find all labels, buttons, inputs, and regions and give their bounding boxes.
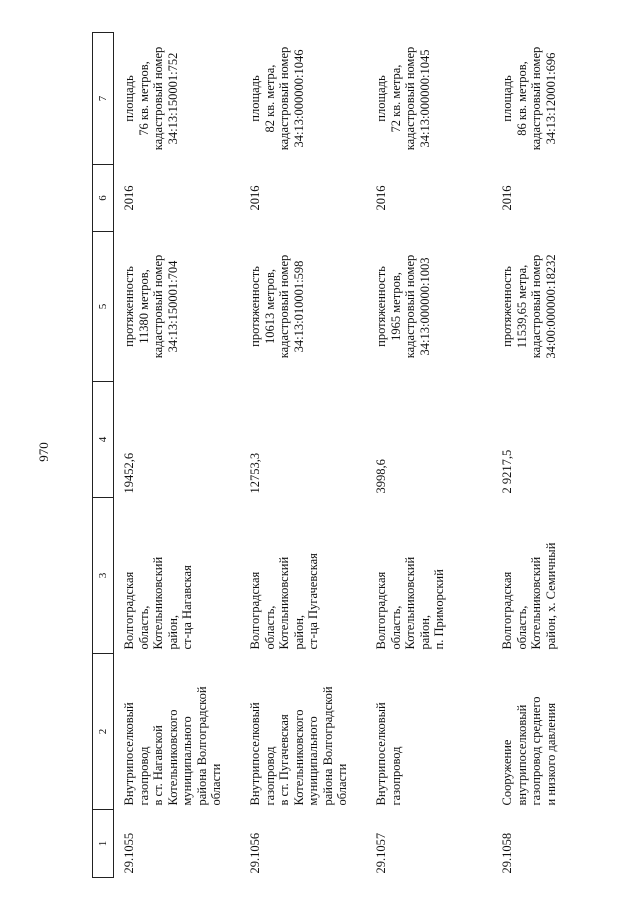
- object-extent: протяженность 1965 метров, кадастровый номер 34:13:000000:1003: [374, 254, 432, 359]
- object-area: площадь 82 кв. метра, кадастровый номер 34:13:000000:1046: [248, 46, 306, 151]
- table-row: [492, 33, 618, 878]
- object-extent: протяженность 10613 метров, кадастровый номер 34:13:010001:598: [248, 254, 306, 359]
- header-col-4: 4: [93, 382, 114, 498]
- object-location: Волгоградская область, Котельниковский район, ст-ца Пугачевская: [248, 553, 320, 650]
- header-col-1: 1: [93, 810, 114, 878]
- header-col-7: 7: [93, 33, 114, 165]
- header-row: [93, 33, 114, 878]
- registry-table: [92, 32, 618, 878]
- object-extent: протяженность 11539,65 метра, кадастровый номер 34:00:000000:18232: [500, 254, 558, 359]
- object-area: площадь 72 кв. метра, кадастровый номер 34:13:000000:1045: [374, 46, 432, 151]
- object-value: 2 9217,5: [500, 449, 514, 494]
- object-area: площадь 86 кв. метров, кадастровый номер 34:13:120001:696: [500, 46, 558, 151]
- object-year: 2016: [374, 185, 388, 211]
- table-row: [114, 33, 241, 878]
- header-col-6: 6: [93, 165, 114, 232]
- object-name: Внутрипоселковый газопровод: [374, 702, 403, 806]
- object-year: 2016: [122, 185, 136, 211]
- row-id: 29.1057: [374, 832, 388, 874]
- table-row: [366, 33, 492, 878]
- object-location: Волгоградская область, Котельниковский район, п. Приморский: [374, 556, 446, 650]
- object-location: Волгоградская область, Котельниковский район, х. Семичный: [500, 542, 558, 650]
- object-name: Внутрипоселковый газопровод в ст. Пугачевская Котельниковского муниципального района Волгоградской области: [248, 686, 349, 806]
- object-area: площадь 76 кв. метров, кадастровый номер 34:13:150001:752: [122, 46, 180, 151]
- object-value: 12753,3: [248, 452, 262, 494]
- object-value: 3998,6: [374, 459, 388, 494]
- object-location: Волгоградская область, Котельниковский район, ст-ца Нагавская: [122, 556, 194, 650]
- object-name: Внутрипоселковый газопровод в ст. Нагавской Котельниковского муниципального района Волгоградской области: [122, 686, 223, 806]
- object-year: 2016: [500, 185, 514, 211]
- object-extent: протяженность 11380 метров, кадастровый номер 34:13:150001:704: [122, 254, 180, 359]
- header-col-5: 5: [93, 232, 114, 382]
- object-value: 19452,6: [122, 452, 136, 494]
- row-id: 29.1055: [122, 832, 136, 874]
- object-year: 2016: [248, 185, 262, 211]
- row-id: 29.1058: [500, 832, 514, 874]
- rotated-page: [92, 33, 612, 878]
- row-id: 29.1056: [248, 832, 262, 874]
- header-col-2: 2: [93, 654, 114, 810]
- page-number: 970: [36, 442, 51, 462]
- header-col-3: 3: [93, 498, 114, 654]
- table-row: [240, 33, 366, 878]
- object-name: Сооружение внутрипоселковый газопровод среднего и низкого давления: [500, 696, 558, 806]
